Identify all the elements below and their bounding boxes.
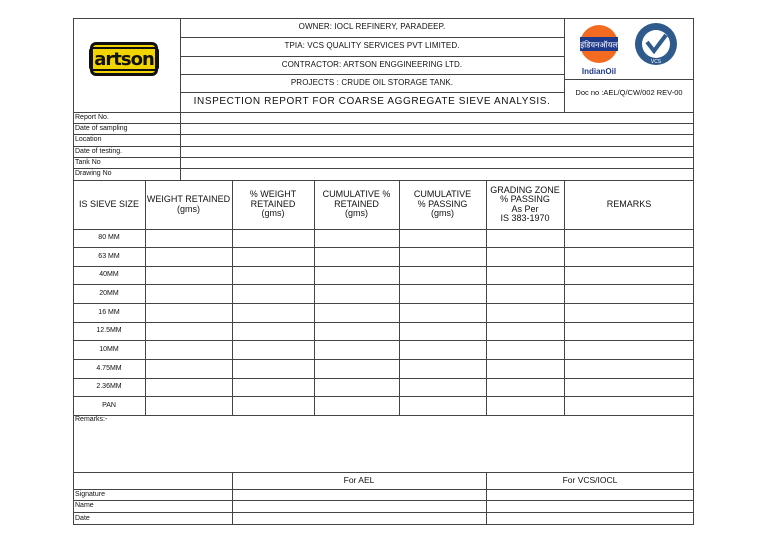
indianoil-hindi: इंडियनऑयल [580, 40, 618, 50]
artson-logo-text: artson [94, 48, 154, 70]
report-title: INSPECTION REPORT FOR COARSE AGGREGATE SIEVE ANALYSIS. [193, 95, 551, 107]
info-label-report-no: Report No. [75, 113, 109, 121]
column-header-cumulative-passing: CUMULATIVE % PASSING (gms) [413, 189, 472, 219]
contractor-text: CONTRACTOR: ARTSON ENGGINEERING LTD. [281, 59, 463, 69]
doc-number: Doc no :AEL/Q/CW/002 REV-00 [575, 87, 683, 97]
sieve-size-cell: 16 MM [98, 308, 120, 316]
info-label-date-of-sampling: Date of sampling [75, 124, 128, 132]
info-label-drawing-no: Drawing No [75, 170, 112, 178]
info-label-tank-no: Tank No [75, 158, 101, 166]
sieve-size-cell: 63 MM [98, 252, 120, 260]
sieve-size-cell: 12.5MM [96, 327, 122, 335]
footer-label-date: Date [75, 514, 90, 522]
vcs-badge-icon [634, 22, 678, 66]
sieve-size-cell: 80 MM [98, 234, 120, 242]
sieve-size-cell: 2.36MM [96, 383, 122, 391]
footer-label-signature: Signature [75, 490, 105, 498]
sieve-size-cell: 10MM [99, 345, 119, 353]
column-header-grading-zone: GRADING ZONE % PASSING As Per IS 383-1970 [490, 184, 560, 223]
tpia-text: TPIA: VCS QUALITY SERVICES PVT LIMITED. [284, 41, 460, 51]
indianoil-emblem-icon [574, 22, 624, 78]
owner-text: OWNER: IOCL REFINERY, PARADEEP. [298, 22, 446, 32]
footer-label-name: Name [75, 502, 94, 510]
indianoil-label: IndianOil [581, 67, 617, 76]
for-ael-label: For AEL [343, 475, 375, 486]
column-header-sieve-size: IS SIEVE SIZE [78, 198, 140, 209]
info-label-date-of-testing: Date of testing. [75, 147, 123, 155]
vcs-logo [634, 22, 678, 66]
column-header-percent-weight-retained: % WEIGHT RETAINED (gms) [249, 189, 297, 219]
info-label-location: Location [75, 136, 102, 144]
for-vcs-label: For VCS/IOCL [562, 475, 618, 486]
column-header-remarks: REMARKS [606, 198, 652, 209]
sieve-size-cell: 40MM [99, 271, 119, 279]
sieve-size-cell: PAN [102, 401, 116, 409]
indianoil-logo [574, 22, 624, 78]
vcs-label: VCS [650, 59, 662, 65]
sieve-size-cell: 4.75MM [96, 364, 122, 372]
artson-logo-inner [89, 47, 159, 71]
column-header-weight-retained: WEIGHT RETAINED (gms) [146, 194, 231, 214]
sieve-size-cell: 20MM [99, 289, 119, 297]
projects-text: PROJECTS : CRUDE OIL STORAGE TANK. [290, 77, 454, 87]
remarks-label: Remarks:- [75, 415, 108, 423]
column-header-cumulative-retained: CUMULATIVE % RETAINED (gms) [322, 189, 391, 219]
artson-logo [90, 42, 158, 76]
